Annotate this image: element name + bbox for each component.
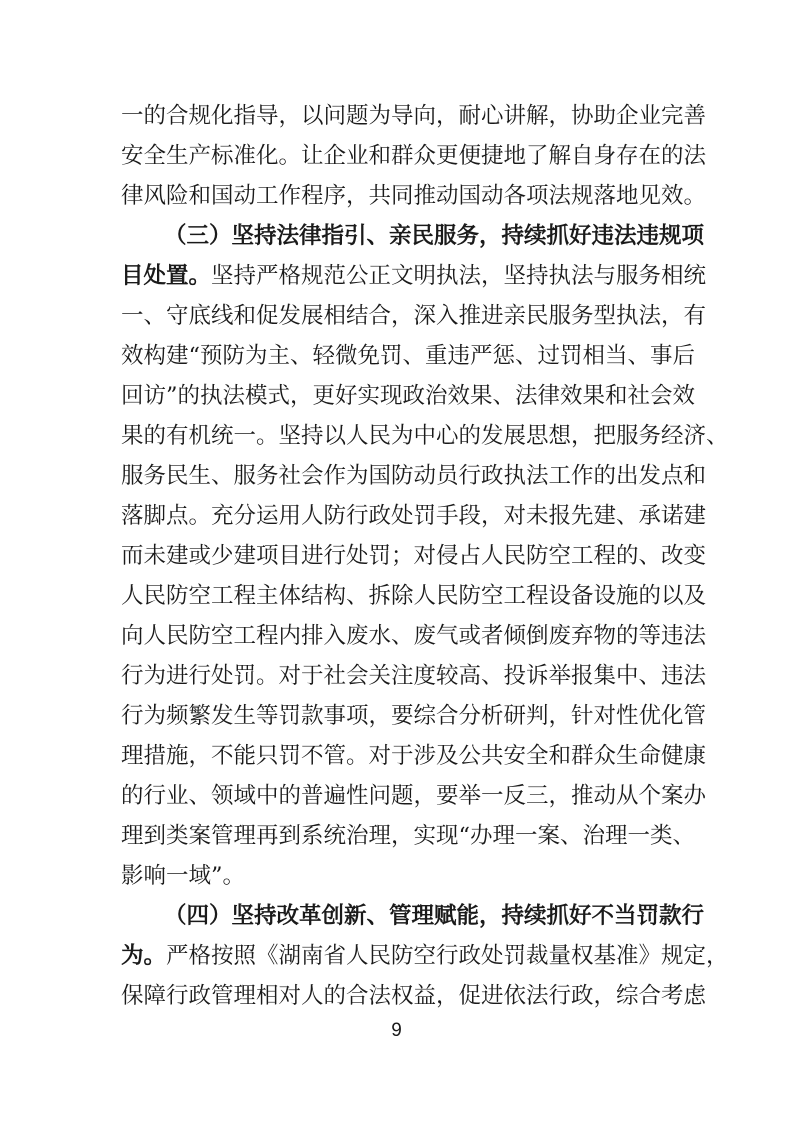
body-text-line: 服务民生、服务社会作为国防动员行政执法工作的出发点和 (121, 463, 707, 489)
body-text-line: 人民防空工程主体结构、拆除人民防空工程设备设施的以及 (121, 583, 707, 609)
body-text-line: 行为进行处罚。对于社会关注度较高、投诉举报集中、违法 (121, 663, 707, 689)
body-text-line (121, 262, 707, 290)
body-text-line: 一的合规化指导，以问题为导向，耐心讲解，协助企业完善 (121, 103, 707, 129)
body-text-line: 保障行政管理相对人的合法权益，促进依法行政，综合考虑 (121, 983, 707, 1009)
body-text-line: 律风险和国动工作程序，共同推动国动各项法规落地见效。 (121, 183, 707, 209)
body-text-line: 落脚点。充分运用人防行政处罚手段，对未报先建、承诺建 (121, 503, 707, 529)
section-heading-3-tail: 目处置。坚持严格规范公正文明执法，坚持执法与服务相统 (121, 263, 707, 289)
body-text-line: 效构建“预防为主、轻微免罚、重违严惩、过罚相当、事后 (121, 343, 696, 369)
body-text-line: 而未建或少建项目进行处罚；对侵占人民防空工程的、改变 (121, 543, 707, 569)
body-text-line: 回访”的执法模式，更好实现政治效果、法律效果和社会效 (121, 383, 696, 409)
section-heading-4: （四）坚持改革创新、管理赋能，持续抓好不当罚款行 (164, 903, 705, 929)
body-text-line: 一、守底线和促发展相结合，深入推进亲民服务型执法，有 (121, 303, 707, 329)
body-text-line: 果的有机统一。坚持以人民为中心的发展思想，把服务经济、 (121, 423, 729, 449)
body-text-line: 的行业、领域中的普遍性问题，要举一反三，推动从个案办 (121, 783, 707, 809)
section-heading-3: （三）坚持法律指引、亲民服务，持续抓好违法违规项 (164, 223, 705, 249)
body-text-line: 理措施，不能只罚不管。对于涉及公共安全和群众生命健康 (121, 743, 707, 769)
body-text-line: 行为频繁发生等罚款事项，要综合分析研判，针对性优化管 (121, 703, 707, 729)
body-text-line: 影响一域”。 (121, 863, 246, 889)
body-text-line: 向人民防空工程内排入废水、废气或者倾倒废弃物的等违法 (121, 623, 707, 649)
page-number: 9 (391, 1020, 402, 1041)
body-text-line: 理到类案管理再到系统治理，实现“办理一案、治理一类、 (121, 823, 696, 849)
body-text-line: 安全生产标准化。让企业和群众更便捷地了解自身存在的法 (121, 143, 707, 169)
body-text-line: 为。严格按照《湖南省人民防空行政处罚裁量权基准》规定， (121, 943, 729, 969)
